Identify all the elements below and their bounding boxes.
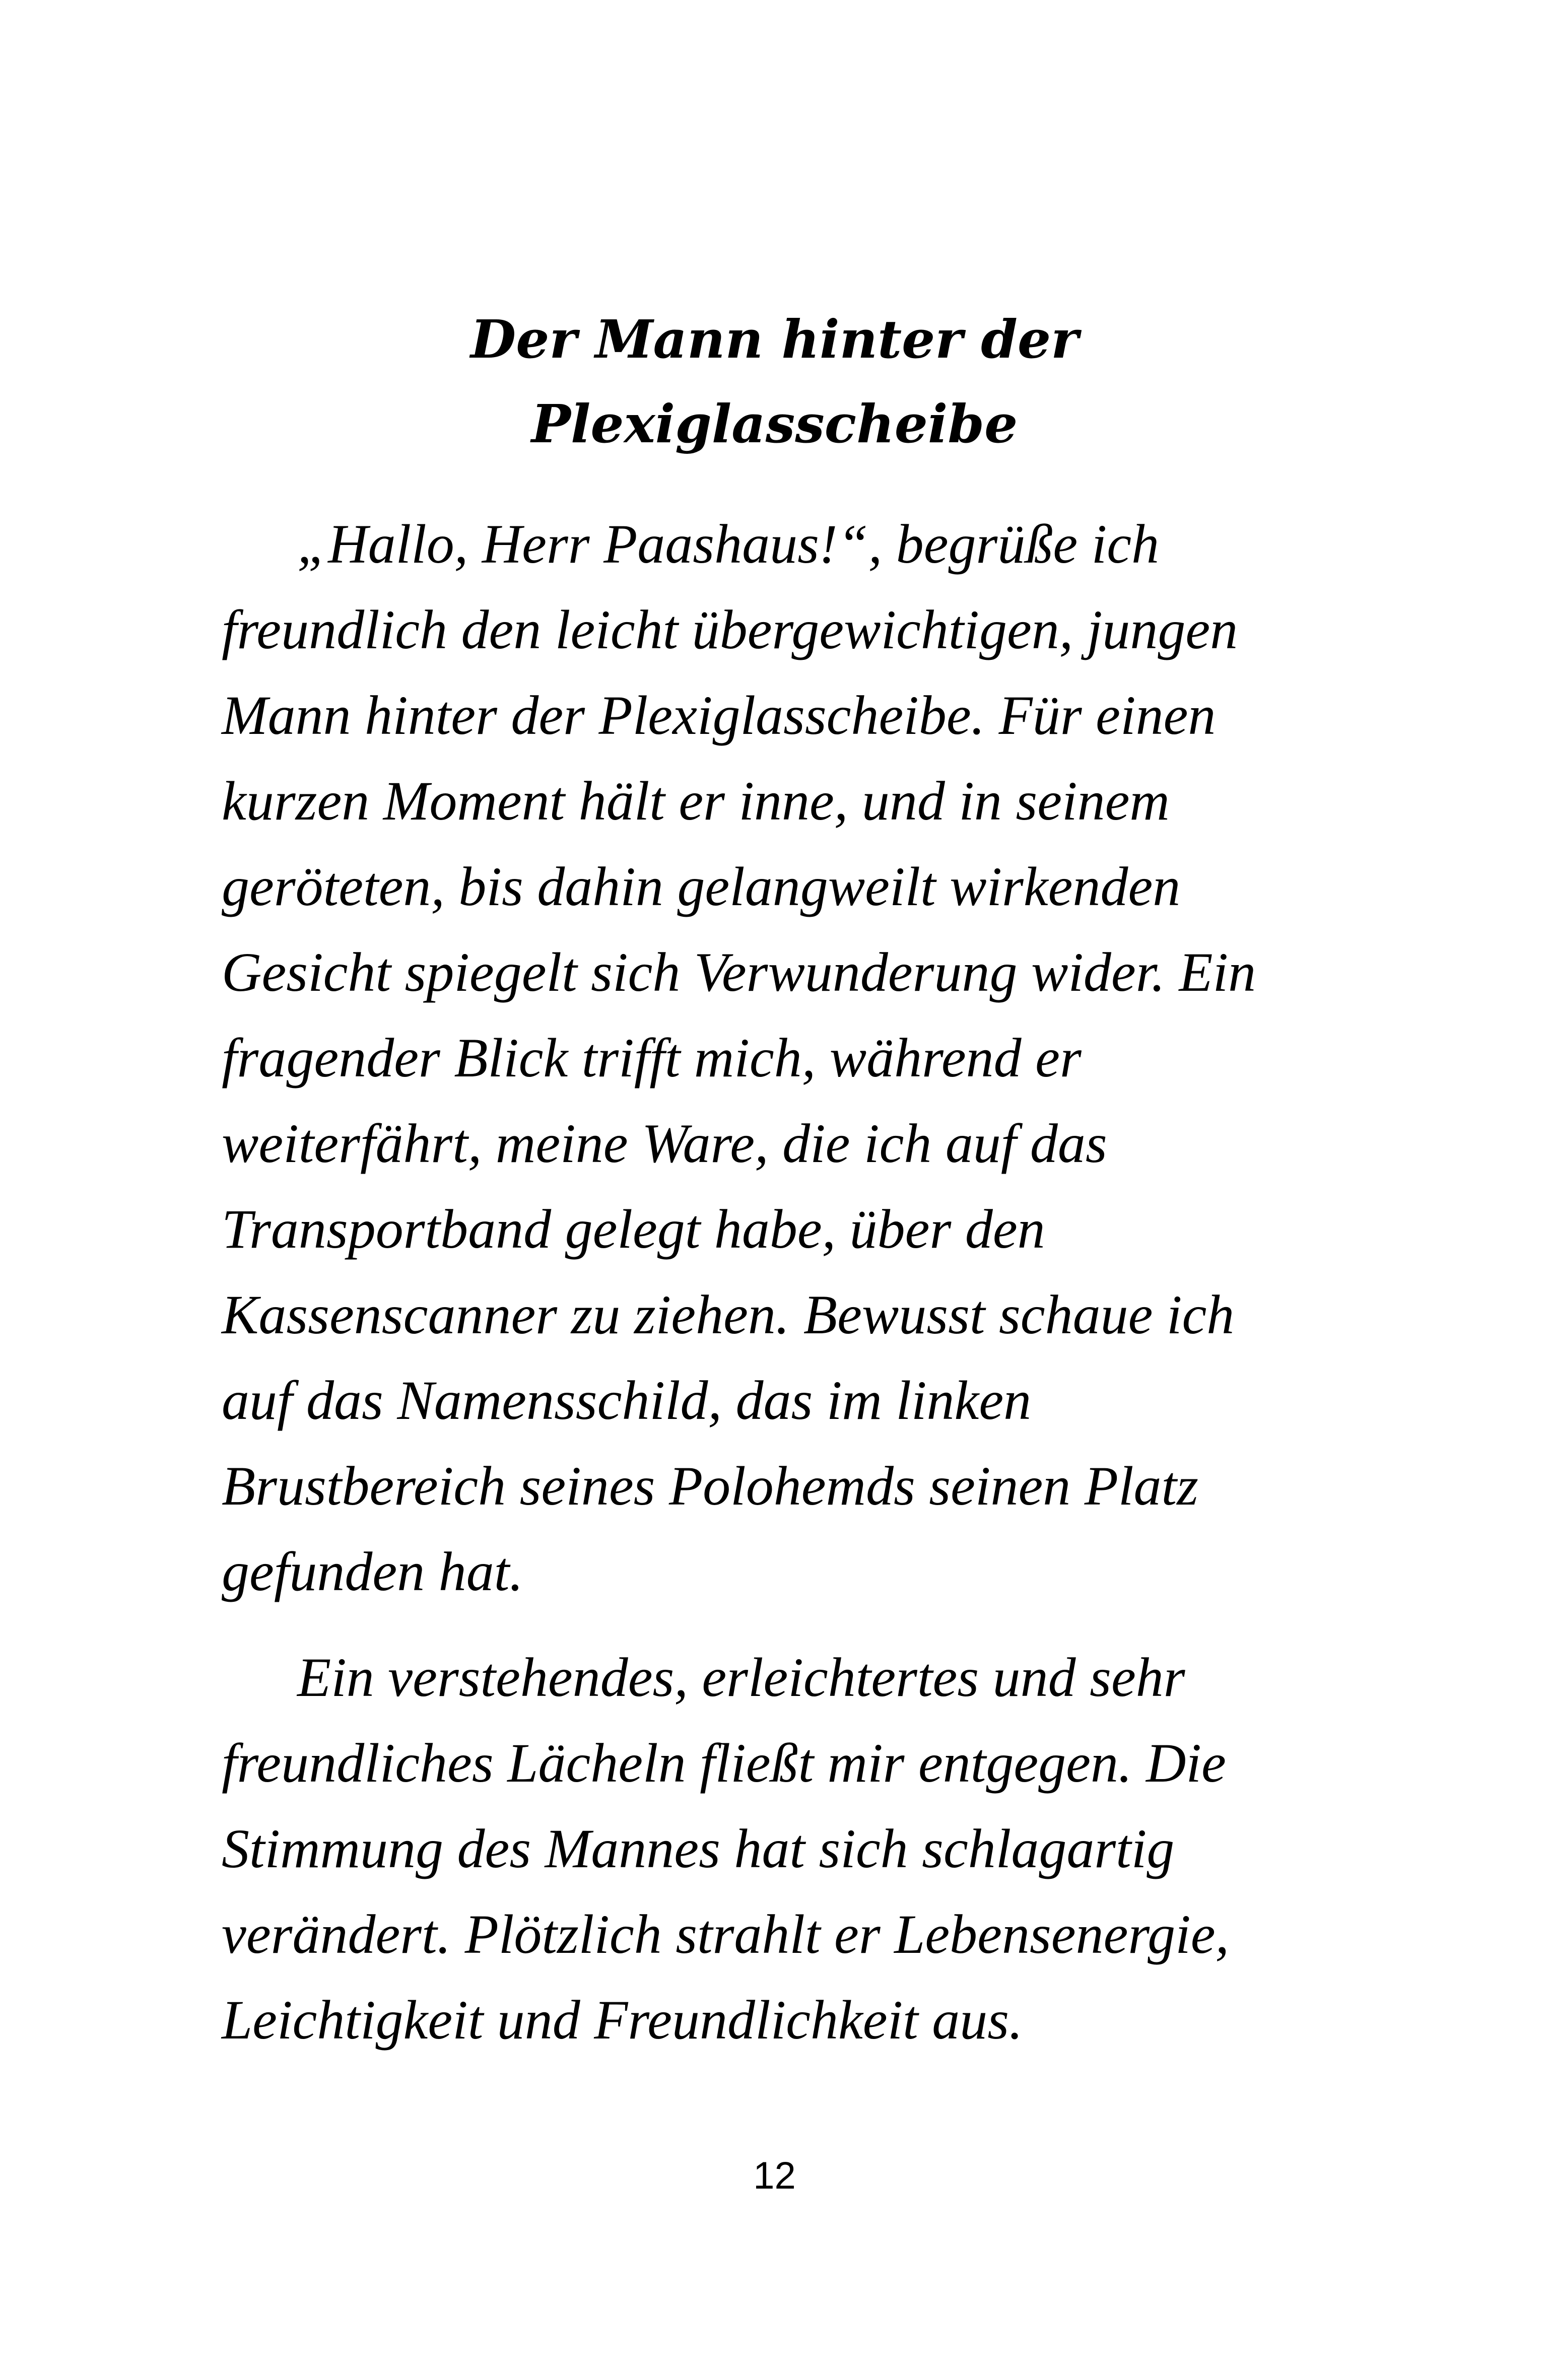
text-line: gefunden hat. — [222, 1541, 523, 1602]
paragraph-1 — [222, 501, 1305, 1614]
chapter-title-line: Der Mann hinter der — [470, 308, 1079, 370]
text-line: Stimmung des Mannes hat sich schlagartig — [222, 1818, 1175, 1879]
text-line: freundlich den leicht übergewichtigen, jungen — [222, 599, 1238, 660]
text-line: „Hallo, Herr Paashaus!“, begrüße ich — [297, 513, 1160, 575]
text-line: Gesicht spiegelt sich Verwunderung wider. Ein — [222, 941, 1256, 1003]
text-line: Ein verstehendes, erleichtertes und sehr — [297, 1647, 1185, 1708]
text-line: Brustbereich seines Polohemds seinen Platz — [222, 1455, 1198, 1517]
chapter-title-line: Plexiglasscheibe — [531, 393, 1018, 455]
text-line: freundliches Lächeln fließt mir entgegen. Die — [222, 1732, 1226, 1794]
page-number: 12 — [753, 2154, 796, 2197]
text-line: verändert. Plötzlich strahlt er Lebensenergie, — [222, 1903, 1230, 1965]
text-line: kurzen Moment hält er inne, und in seinem — [222, 770, 1170, 832]
text-line: Leichtigkeit und Freundlichkeit aus. — [222, 1989, 1023, 2051]
text-line: auf das Namensschild, das im linken — [222, 1370, 1032, 1431]
text-line: fragender Blick trifft mich, während er — [222, 1027, 1082, 1089]
paragraph-2 — [222, 1635, 1305, 2063]
text-line: geröteten, bis dahin gelangweilt wirkenden — [222, 856, 1181, 917]
text-line: Transportband gelegt habe, über den — [222, 1198, 1045, 1260]
chapter-title — [0, 297, 1549, 466]
text-line: Kassenscanner zu ziehen. Bewusst schaue ich — [222, 1284, 1235, 1345]
text-line: Mann hinter der Plexiglasscheibe. Für einen — [222, 685, 1216, 746]
text-line: weiterfährt, meine Ware, die ich auf das — [222, 1113, 1107, 1174]
